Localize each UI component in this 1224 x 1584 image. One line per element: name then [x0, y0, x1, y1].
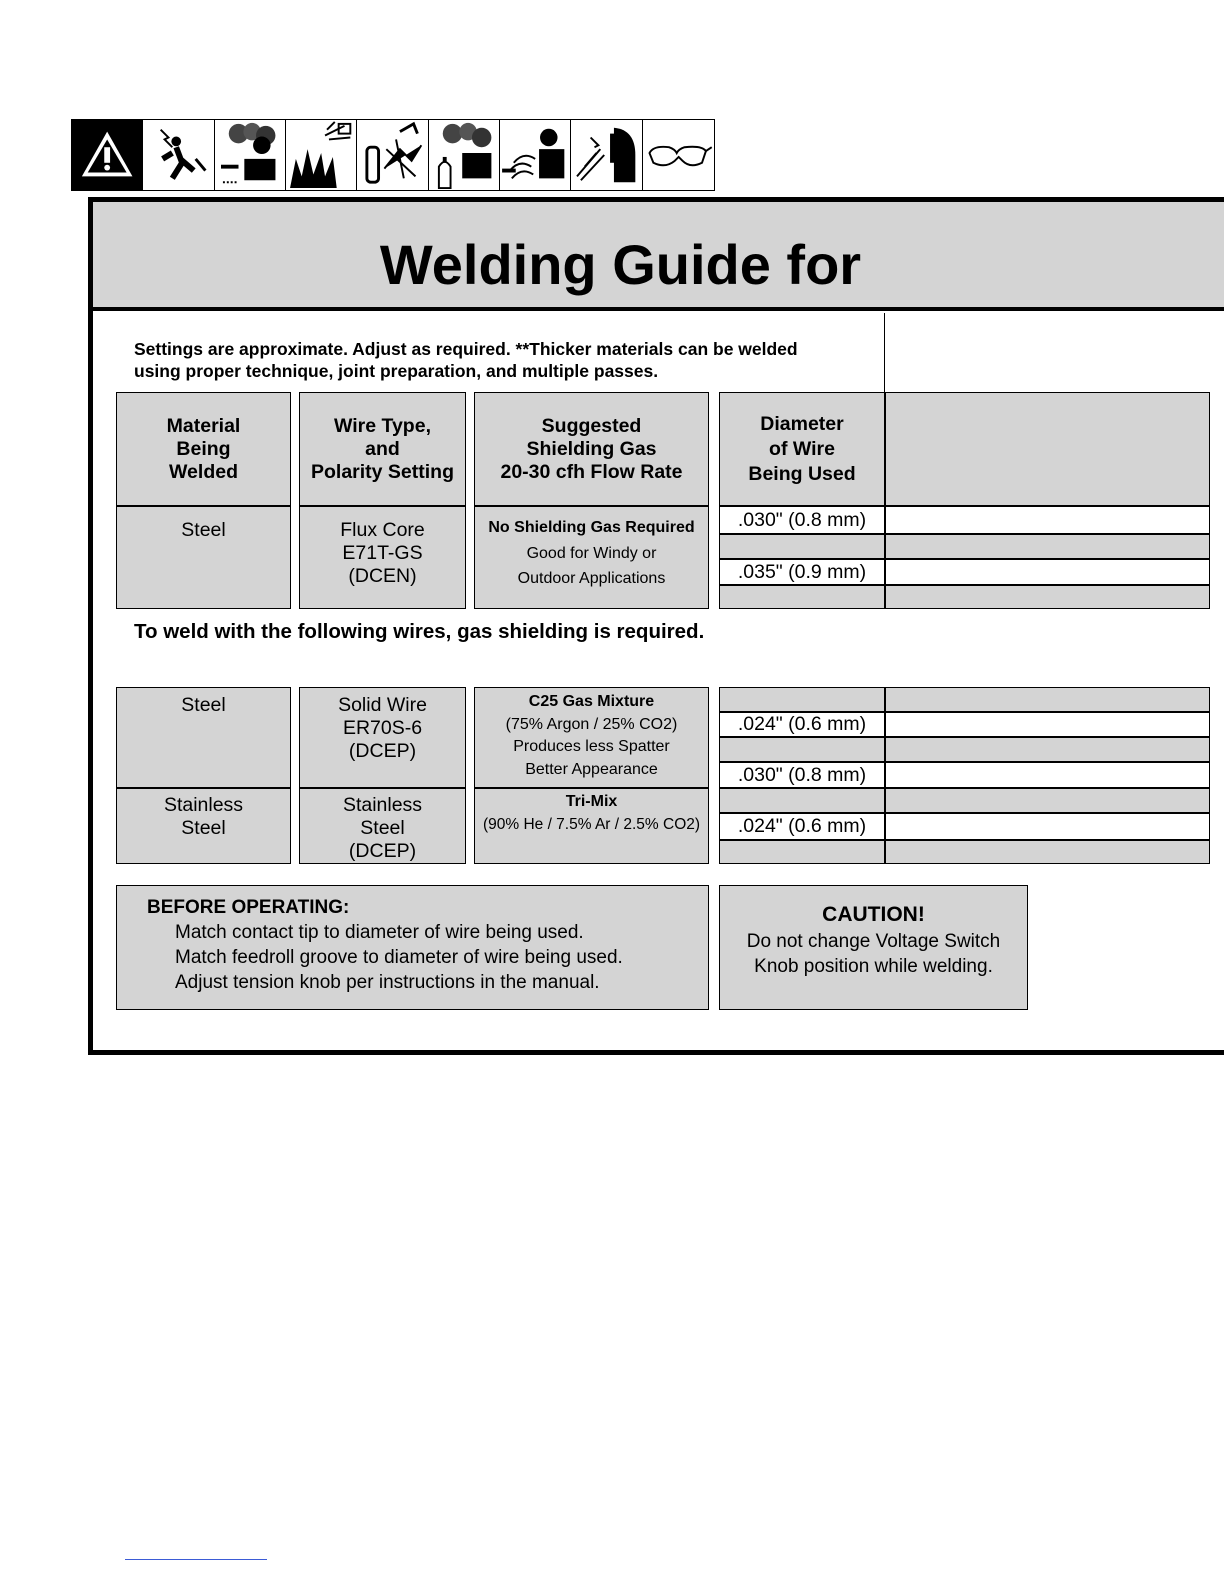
- warning-icon: [72, 120, 143, 190]
- caution-line: Knob position while welding.: [754, 956, 993, 977]
- gas-cylinder-icon: [429, 120, 500, 190]
- caution-box: [719, 885, 1028, 1010]
- before-operating-heading: BEFORE OPERATING:: [147, 897, 350, 918]
- wire-value: Stainless Steel (DCEP): [342, 794, 423, 862]
- setting-cell: [885, 762, 1210, 788]
- settings-note: [134, 338, 798, 382]
- caution-line: Do not change Voltage Switch: [746, 931, 1001, 952]
- electric-shock-icon: [143, 120, 214, 190]
- diameter-spacer: [719, 840, 885, 864]
- setting-cell: [885, 506, 1210, 534]
- page-title: Welding Guide for: [379, 233, 862, 296]
- setting-cell: [885, 559, 1210, 585]
- stainless-gas-cell: [474, 788, 709, 864]
- explosion-icon: [286, 120, 357, 190]
- setting-cell: [885, 737, 1210, 762]
- settings-note-line: using proper technique, joint preparation, and multiple passes.: [134, 361, 659, 381]
- gas-required-note: To weld with the following wires, gas shielding is required.: [134, 620, 705, 643]
- diameter-spacer: [719, 788, 885, 813]
- gas-value: C25 Gas Mixture (75% Argon / 25% CO2) Produces less Spatter Better Appearance: [505, 693, 678, 778]
- header-wire-type: Wire Type, and Polarity Setting: [299, 392, 466, 506]
- divider: [884, 313, 885, 393]
- solid-gas-cell: [474, 687, 709, 788]
- caution-heading: CAUTION!: [822, 903, 925, 926]
- diameter-spacer: [719, 534, 885, 559]
- wire-value: Flux Core E71T-GS (DCEN): [340, 519, 425, 587]
- setting-cell: [885, 813, 1210, 840]
- instruction-item: Adjust tension knob per instructions in the manual.: [175, 972, 600, 993]
- solid-wire-cell: [299, 687, 466, 788]
- diameter-spacer: [719, 687, 885, 712]
- flux-material-cell: [116, 506, 291, 609]
- material-value: Steel: [181, 519, 226, 541]
- safety-glasses-icon: [643, 120, 714, 190]
- footnote-rule: [125, 1559, 267, 1560]
- header-shielding-gas: Suggested Shielding Gas 20-30 cfh Flow Rate: [474, 392, 709, 506]
- diameter-value: .024" (0.6 mm): [719, 813, 885, 840]
- flux-gas-cell: [474, 506, 709, 609]
- instruction-item: Match contact tip to diameter of wire being used.: [175, 922, 584, 943]
- header-material: Material Being Welded: [116, 392, 291, 506]
- hot-parts-icon: [571, 120, 642, 190]
- setting-cell: [885, 585, 1210, 609]
- gas-value: No Shielding Gas Required Good for Windy or Outdoor Applications: [488, 519, 695, 587]
- diameter-spacer: [719, 737, 885, 762]
- setting-cell: [885, 712, 1210, 737]
- settings-note-line: Settings are approximate. Adjust as required. **Thicker materials can be welded: [134, 339, 798, 359]
- solid-material-cell: [116, 687, 291, 788]
- flux-wire-cell: [299, 506, 466, 609]
- diameter-value: .035" (0.9 mm): [719, 559, 885, 585]
- stainless-material-cell: [116, 788, 291, 864]
- header-settings-area: [885, 392, 1210, 506]
- setting-cell: [885, 840, 1210, 864]
- diameter-value: .030" (0.8 mm): [719, 506, 885, 534]
- setting-cell: [885, 788, 1210, 813]
- wire-value: Solid Wire ER70S-6 (DCEP): [338, 694, 427, 762]
- setting-cell: [885, 534, 1210, 559]
- diameter-spacer: [719, 585, 885, 609]
- material-value: Steel: [181, 694, 226, 716]
- before-operating-box: [116, 885, 709, 1010]
- stainless-wire-cell: [299, 788, 466, 864]
- safety-symbol-strip: [71, 119, 715, 191]
- fire-icon: [357, 120, 428, 190]
- arc-rays-icon: [500, 120, 571, 190]
- diameter-value: .030" (0.8 mm): [719, 762, 885, 788]
- setting-cell: [885, 687, 1210, 712]
- header-diameter: Diameter of Wire Being Used: [719, 392, 885, 506]
- gas-value: Tri-Mix (90% He / 7.5% Ar / 2.5% CO2): [482, 793, 701, 833]
- diameter-value: .024" (0.6 mm): [719, 712, 885, 737]
- instruction-item: Match feedroll groove to diameter of wire being used.: [175, 947, 623, 968]
- fumes-icon: [215, 120, 286, 190]
- material-value: Stainless Steel: [163, 794, 244, 839]
